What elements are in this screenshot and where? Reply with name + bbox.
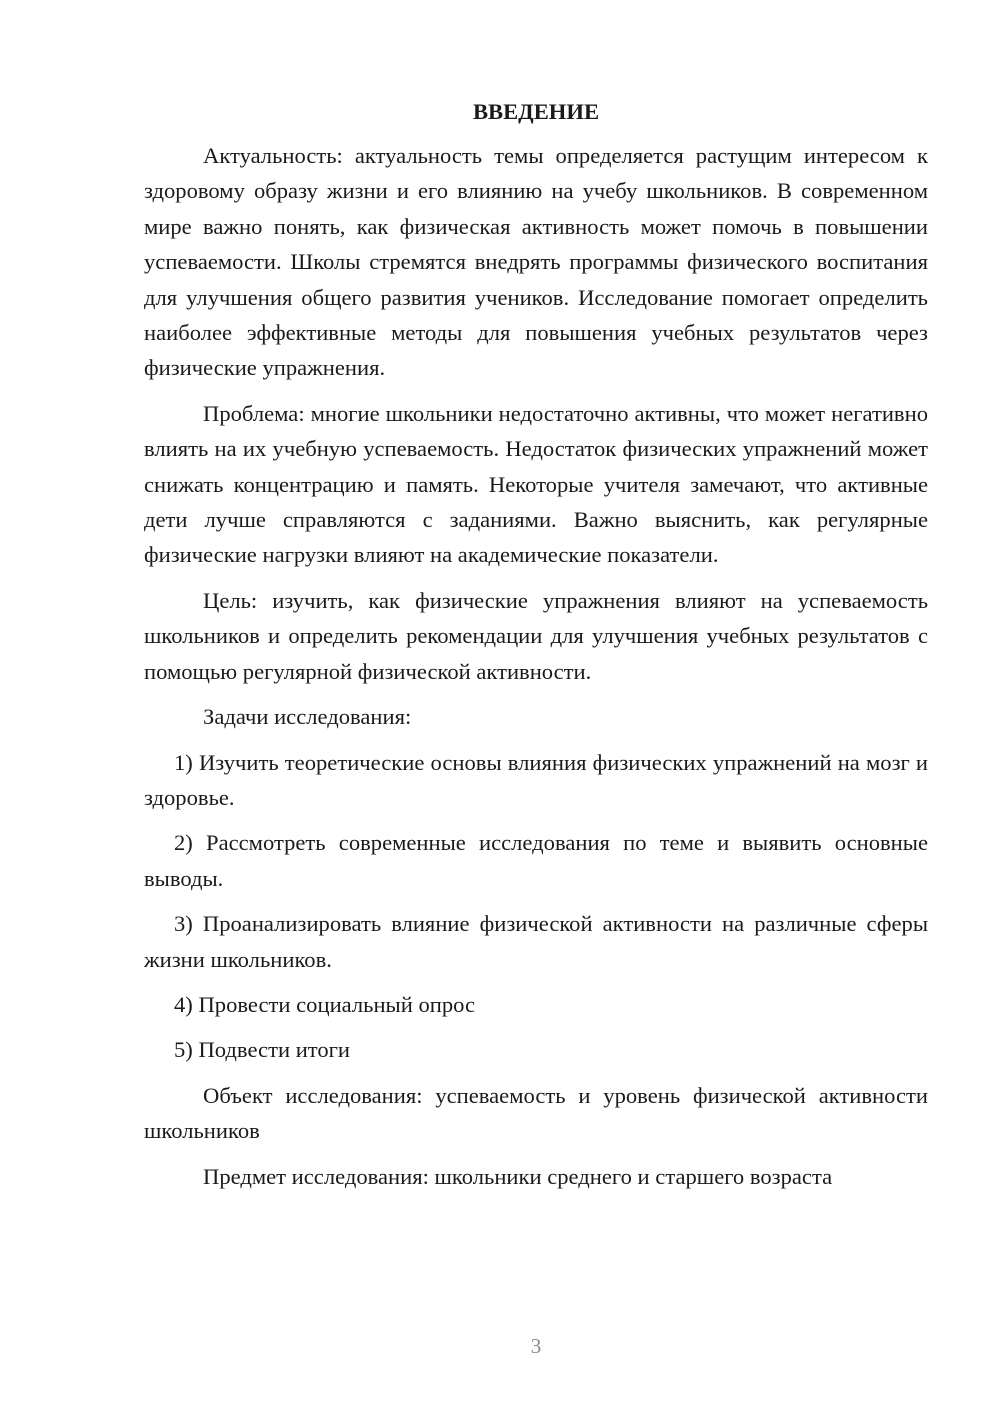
paragraph-goal: Цель: изучить, как физические упражнения влияют на успеваемость школьников и определить рекомендации для улучшения учебных результатов с помощью регулярной физической активности.: [144, 587, 928, 684]
paragraph-object: Объект исследования: успеваемость и уровень физической активности школьников: [144, 1082, 928, 1144]
page-number: 3: [530, 1334, 542, 1358]
task-item-2: 2) Рассмотреть современные исследования по теме и выявить основные выводы.: [144, 830, 928, 891]
task-item-4: 4) Провести социальный опрос: [174, 991, 476, 1017]
paragraph-problem: Проблема: многие школьники недостаточно активны, что может негативно влиять на их учебную успеваемость. Недостаток физических упражнений может снижать концентрацию и память. Некоторые учителя замечают, что активные дети лучше справляются с заданиями. Важно выяснить, как регулярные физические нагрузки влияют на академические показатели.: [144, 400, 928, 568]
paragraph-subject: Предмет исследования: школьники среднего и старшего возраста: [203, 1163, 833, 1189]
paragraph-relevance: Актуальность: актуальность темы определяется растущим интересом к здоровому образу жизни и его влиянию на учебу школьников. В современном мире важно понять, как физическая активность может помочь в повышении успеваемости. Школы стремятся внедрять программы физического воспитания для улучшения общего развития учеников. Исследование помогает определить наиболее эффективные методы для повышения учебных результатов через физические упражнения.: [144, 143, 928, 381]
task-item-5: 5) Подвести итоги: [174, 1037, 351, 1063]
document-body: [144, 96, 928, 1204]
task-item-1: 1) Изучить теоретические основы влияния физических упражнений на мозг и здоровье.: [144, 749, 928, 810]
section-title: ВВЕДЕНИЕ: [472, 99, 600, 124]
paragraph-tasks-heading: Задачи исследования:: [203, 704, 412, 730]
task-item-3: 3) Проанализировать влияние физической активности на различные сферы жизни школьников.: [144, 911, 928, 972]
